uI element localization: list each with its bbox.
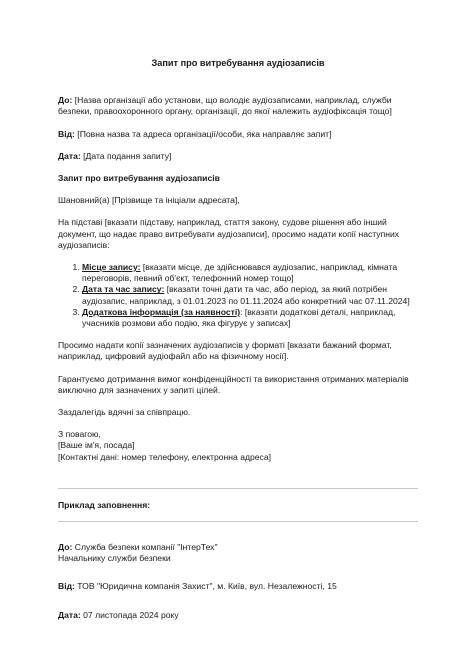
to-text: [Назва організації або установи, що володіє аудіозаписами, наприклад, служби безпеки, правоохоронного органу, організації, до якої належить аудіофіксація тощо] xyxy=(58,95,392,117)
item-label: Місце запису: xyxy=(82,262,141,273)
example-to-recipient: Начальнику служби безпеки xyxy=(58,553,171,564)
example-date xyxy=(58,610,418,621)
document-title: Запит про витребування аудіозаписів xyxy=(151,58,325,68)
item-label: Додаткова інформація (за наявності) xyxy=(82,306,241,317)
request-items-list xyxy=(58,262,418,329)
list-item-additional xyxy=(82,307,418,329)
subject-heading: Запит про витребування аудіозаписів xyxy=(58,173,220,184)
thanks-paragraph: Заздалегідь вдячні за співпрацю. xyxy=(58,407,191,418)
example-to-label: До: xyxy=(58,542,73,553)
item-text: [вказати точні дати та час, або період, за який потрібен аудіозапис, наприклад, з 01.01.2023 по 01.11.2024 або конкретний час 07.11.2024] xyxy=(82,284,410,306)
example-to-text: Служба безпеки компанії "ІнтерТех" xyxy=(72,542,218,553)
date-line xyxy=(58,151,418,162)
to-line xyxy=(58,95,418,117)
greeting: Шановний(а) [Прізвище та ініціали адресата], xyxy=(58,195,240,206)
date-label: Дата: xyxy=(58,150,81,161)
signature-name: [Ваше ім'я, посада] xyxy=(58,440,135,451)
basis-paragraph: На підставі [вказати підставу, наприклад, стаття закону, судове рішення або інший документ, що надає право витребувати аудіозаписи], просимо надати копії наступних аудіозаписів: xyxy=(58,217,400,250)
item-text: [вказати місце, де здійснювався аудіозапис, наприклад, кімната переговорів, певний об'єкт, телефонний номер тощо] xyxy=(82,262,398,284)
from-label: Від: xyxy=(58,128,75,139)
example-from xyxy=(58,581,418,592)
example-to xyxy=(58,542,418,564)
divider-bottom xyxy=(58,521,418,522)
date-text: [Дата подання запиту] xyxy=(80,150,172,161)
item-label: Дата та час запису: xyxy=(82,284,165,295)
example-date-text: 07 листопада 2024 року xyxy=(80,609,179,620)
guarantee-paragraph: Гарантуємо дотримання вимог конфіденційності та використання отриманих матеріалів виключно для зазначених у запиті цілей. xyxy=(58,373,409,395)
signature-regards: З повагою, xyxy=(58,429,101,440)
signature-block xyxy=(58,429,418,463)
divider-top xyxy=(58,488,418,489)
from-line xyxy=(58,129,418,140)
to-label: До: xyxy=(58,95,73,106)
format-paragraph: Просимо надати копії зазначених аудіозаписів у форматі [вказати бажаний формат, наприклад, цифровий аудіофайл або на фізичному носії]. xyxy=(58,340,392,362)
from-text: [Повна назва та адреса організації/особи, яка направляє запит] xyxy=(74,128,332,139)
document-body xyxy=(58,58,418,632)
example-heading: Приклад заповнення: xyxy=(58,499,151,510)
example-from-text: ТОВ "Юридична компанія Захист", м. Київ, вул. Незалежності, 15 xyxy=(74,581,337,592)
item-text: : [вказати додаткові деталі, наприклад, учасників розмови або подію, яка фігурує у записах] xyxy=(82,306,396,329)
example-date-label: Дата: xyxy=(58,609,81,620)
example-from-label: Від: xyxy=(58,581,75,592)
list-item-datetime xyxy=(82,284,418,306)
list-item-place xyxy=(82,262,418,284)
signature-contacts: [Контактні дані: номер телефону, електронна адреса] xyxy=(58,451,272,462)
